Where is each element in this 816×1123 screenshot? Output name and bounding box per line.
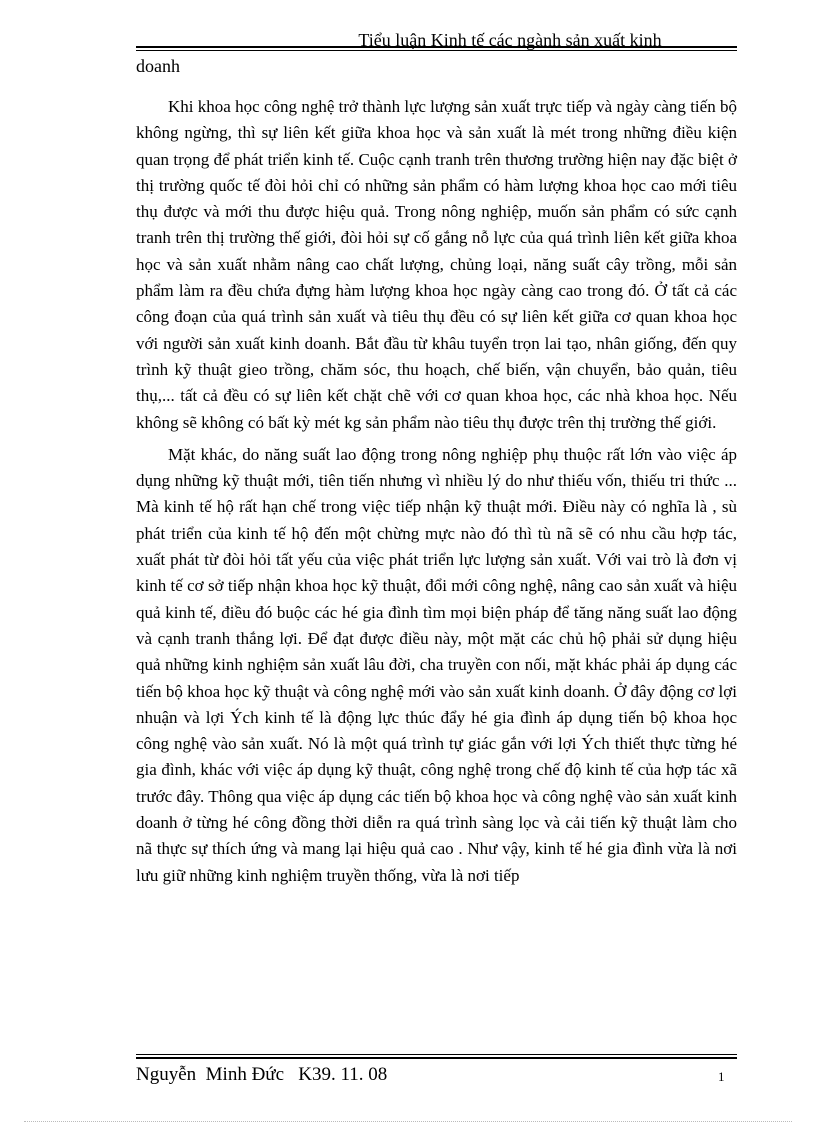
header-rule-top [136, 46, 737, 48]
footer-author: Nguyễn Minh Đức K39. 11. 08 [136, 1064, 388, 1085]
page-edge-dotted-line [24, 1121, 792, 1122]
paragraph: Mặt khác, do năng suất lao động trong nông nghiệp phụ thuộc rất lớn vào việc áp dụng những kỹ thuật mới, tiên tiến nhưng vì nhiều lý do như thiếu vốn, thiếu tri thức ... Mà kinh tế hộ rất hạn chế trong việc tiếp nhận kỹ thuật mới. Điều này có nghĩa là , sù phát triển của kinh tế hộ đến một chừng mực nào đó thì tù nã sẽ có nhu cầu hợp tác, xuất phát từ đòi hỏi tất yếu của việc phát triển lực lượng sản xuất. Với vai trò là đơn vị kinh tế cơ sở tiếp nhận khoa học kỹ thuật, đổi mới công nghệ, nâng cao sản xuất và hiệu quả kinh tế, điều đó buộc các hé gia đình tìm mọi biện pháp để tăng năng suất lao động và cạnh tranh thắng lợi. Để đạt được điều này, một mặt các chủ hộ phải sử dụng hiệu quả những kinh nghiệm sản xuất lâu đời, cha truyền con nối, mặt khác phải áp dụng các tiến bộ khoa học kỹ thuật và công nghệ mới vào sản xuất kinh doanh. Ở đây động cơ lợi nhuận và lợi Ých kinh tế là động lực thúc đẩy hé gia đình áp dụng tiến bộ khoa học công nghệ vào sản xuất. Nó là một quá trình tự giác gắn với lợi Ých thiết thực từng hé gia đình, khác với việc áp dụng kỹ thuật, công nghệ trong chế độ kinh tế của hợp tác xã trước đây. Thông qua việc áp dụng các tiến bộ khoa học và công nghệ vào sản xuất kinh doanh ở từng hé công đồng thời diễn ra quá trình sàng lọc và cải tiến kỹ thuật làm cho nã thực sự thích ứng và mang lại hiệu quả cao . Như vậy, kinh tế hé gia đình vừa là nơi lưu giữ những kinh nghiệm truyền thống, vừa là nơi tiếp [136, 444, 737, 885]
footer-rule-bottom [136, 1057, 737, 1059]
document-body [136, 94, 737, 895]
header-title: Tiểu luận Kinh tế các ngành sản xuất kinh [358, 30, 662, 50]
paragraph: Khi khoa học công nghệ trở thành lực lượng sản xuất trực tiếp và ngày càng tiến bộ không ngừng, thì sự liên kết giữa khoa học và sản xuất là mét trong những điều kiện quan trọng để phát triển kinh tế. Cuộc cạnh tranh trên thương trường hiện nay đặc biệt ở thị trường quốc tế đòi hỏi chỉ có những sản phẩm có hàm lượng khoa học cao mới tiêu thụ được và mới thu được hiệu quả. Trong nông nghiệp, muốn sản phẩm có sức cạnh tranh trên thị trường thế giới, đòi hỏi sự cố gắng nỗ lực của quá trình liên kết giữa khoa học và sản xuất nhằm nâng cao chất lượng, chủng loại, năng suất cây trồng, mỗi sản phẩm làm ra đều chứa đựng hàm lượng khoa học ngày càng cao trong đó. Ở tất cả các công đoạn của quá trình sản xuất và tiêu thụ đều có sự liên kết giữa cơ quan khoa học với người sản xuất kinh doanh. Bắt đầu từ khâu tuyển trọn lai tạo, nhân giống, đến quy trình kỹ thuật gieo trồng, chăm sóc, thu hoạch, chế biến, vận chuyển, bảo quản, tiêu thụ,... tất cả đều có sự liên kết chặt chẽ với cơ quan khoa học, các nhà khoa học. Nếu không sẽ không có bất kỳ mét kg sản phẩm nào tiêu thụ được trên thị trường thế giới. [136, 97, 737, 432]
footer-rule-top [136, 1054, 737, 1055]
header-title-continued: doanh [136, 56, 180, 76]
page-number: 1 [718, 1069, 725, 1084]
header-rule-bottom [136, 50, 737, 51]
